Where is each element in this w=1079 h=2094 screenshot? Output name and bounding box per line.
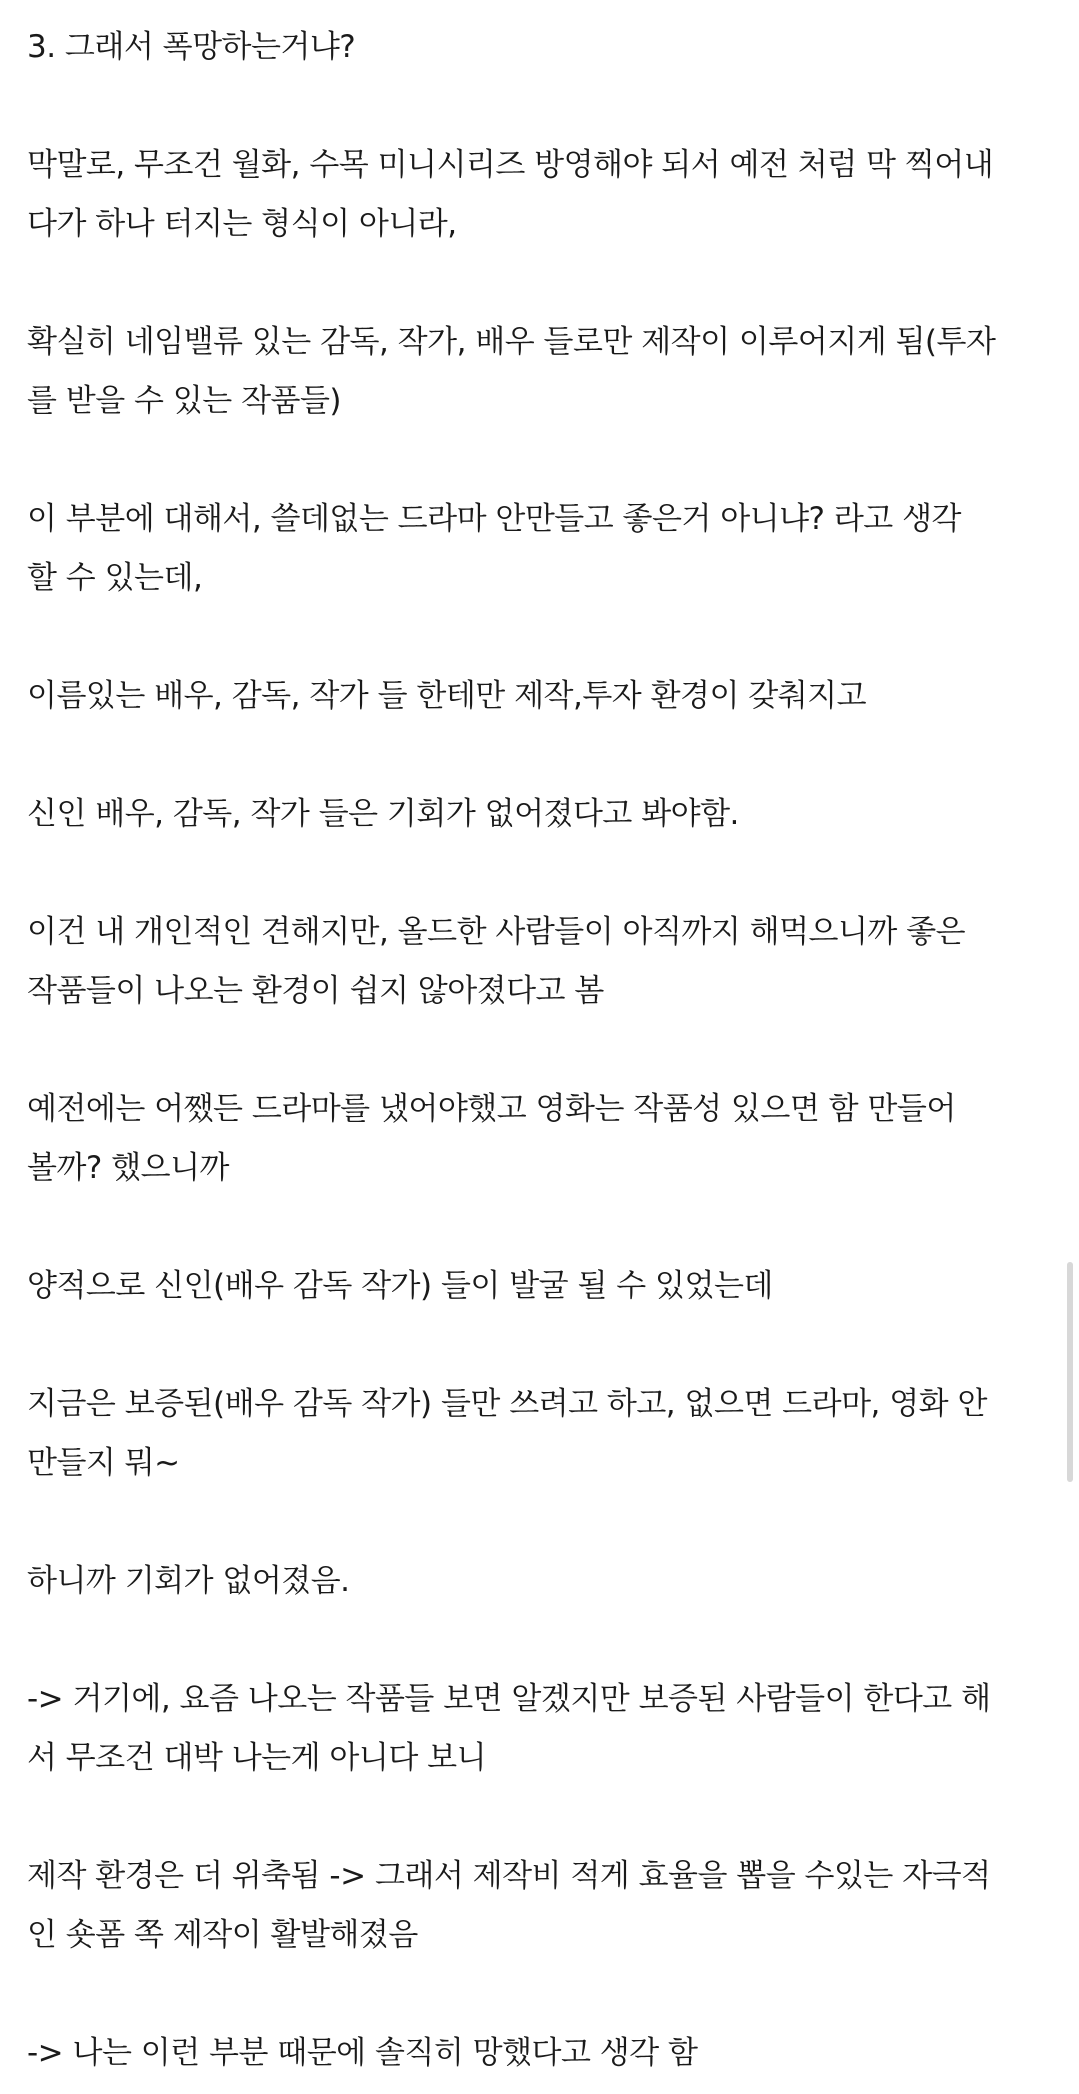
paragraph: [27, 1375, 1057, 1493]
text-line: 제작 환경은 더 위축됨 -> 그래서 제작비 적게 효율을 뽑을 수있는 자극적: [27, 1858, 991, 1894]
text-line: 인 숏폼 쪽 제작이 활발해졌음: [27, 1917, 418, 1953]
paragraph: [27, 1847, 1057, 1965]
text-line: -> 거기에, 요즘 나오는 작품들 보면 알겠지만 보증된 사람들이 한다고 해: [27, 1681, 991, 1717]
paragraph-gap: [27, 77, 1057, 136]
text-line: 확실히 네임밸류 있는 감독, 작가, 배우 들로만 제작이 이루어지게 됨(투자: [27, 324, 996, 360]
paragraph: [27, 1670, 1057, 1788]
paragraph: [27, 785, 1057, 844]
paragraph-gap: [27, 431, 1057, 490]
paragraph: [27, 1552, 1057, 1611]
paragraph-gap: [27, 726, 1057, 785]
text-line: 이건 내 개인적인 견해지만, 올드한 사람들이 아직까지 해먹으니까 좋은: [27, 914, 966, 950]
text-line: 지금은 보증된(배우 감독 작가) 들만 쓰려고 하고, 없으면 드라마, 영화 안: [27, 1386, 987, 1422]
text-line: 하니까 기회가 없어졌음.: [27, 1563, 350, 1599]
paragraph-gap: [27, 1316, 1057, 1375]
paragraph: [27, 667, 1057, 726]
text-line: 양적으로 신인(배우 감독 작가) 들이 발굴 될 수 있었는데: [27, 1268, 773, 1304]
paragraph: [27, 2024, 1057, 2083]
paragraph: [27, 490, 1057, 608]
text-line: 다가 하나 터지는 형식이 아니라,: [27, 206, 457, 242]
paragraph-gap: [27, 1021, 1057, 1080]
text-line: 이름있는 배우, 감독, 작가 들 한테만 제작,투자 환경이 갖춰지고: [27, 678, 867, 714]
paragraph-gap: [27, 844, 1057, 903]
vertical-scrollbar[interactable]: [1067, 1262, 1073, 1482]
paragraph-gap: [27, 1611, 1057, 1670]
paragraph: [27, 1080, 1057, 1198]
text-line: 신인 배우, 감독, 작가 들은 기회가 없어졌다고 봐야함.: [27, 796, 739, 832]
paragraph-gap: [27, 1198, 1057, 1257]
text-line: -> 나는 이런 부분 때문에 솔직히 망했다고 생각 함: [27, 2035, 698, 2071]
paragraph-gap: [27, 254, 1057, 313]
text-line: 볼까? 했으니까: [27, 1150, 229, 1186]
text-line: 3. 그래서 폭망하는거냐?: [27, 29, 356, 65]
paragraph-gap: [27, 1493, 1057, 1552]
paragraph: [27, 136, 1057, 254]
paragraph-heading: [27, 18, 1057, 77]
text-line: 막말로, 무조건 월화, 수목 미니시리즈 방영해야 되서 예전 처럼 막 찍어내: [27, 147, 994, 183]
text-line: 예전에는 어쨌든 드라마를 냈어야했고 영화는 작품성 있으면 함 만들어: [27, 1091, 956, 1127]
text-line: 작품들이 나오는 환경이 쉽지 않아졌다고 봄: [27, 973, 604, 1009]
paragraph-gap: [27, 608, 1057, 667]
paragraph: [27, 1257, 1057, 1316]
paragraph-gap: [27, 1788, 1057, 1847]
paragraph: [27, 313, 1057, 431]
text-line: 만들지 뭐~: [27, 1445, 180, 1481]
scrollbar-thumb[interactable]: [1067, 1262, 1073, 1482]
paragraph-gap: [27, 1965, 1057, 2024]
paragraph: [27, 903, 1057, 1021]
text-line: 를 받을 수 있는 작품들): [27, 383, 342, 419]
post-body: [27, 18, 1057, 2083]
text-line: 서 무조건 대박 나는게 아니다 보니: [27, 1740, 487, 1776]
text-line: 이 부분에 대해서, 쓸데없는 드라마 안만들고 좋은거 아니냐? 라고 생각: [27, 501, 961, 537]
text-line: 할 수 있는데,: [27, 560, 203, 596]
